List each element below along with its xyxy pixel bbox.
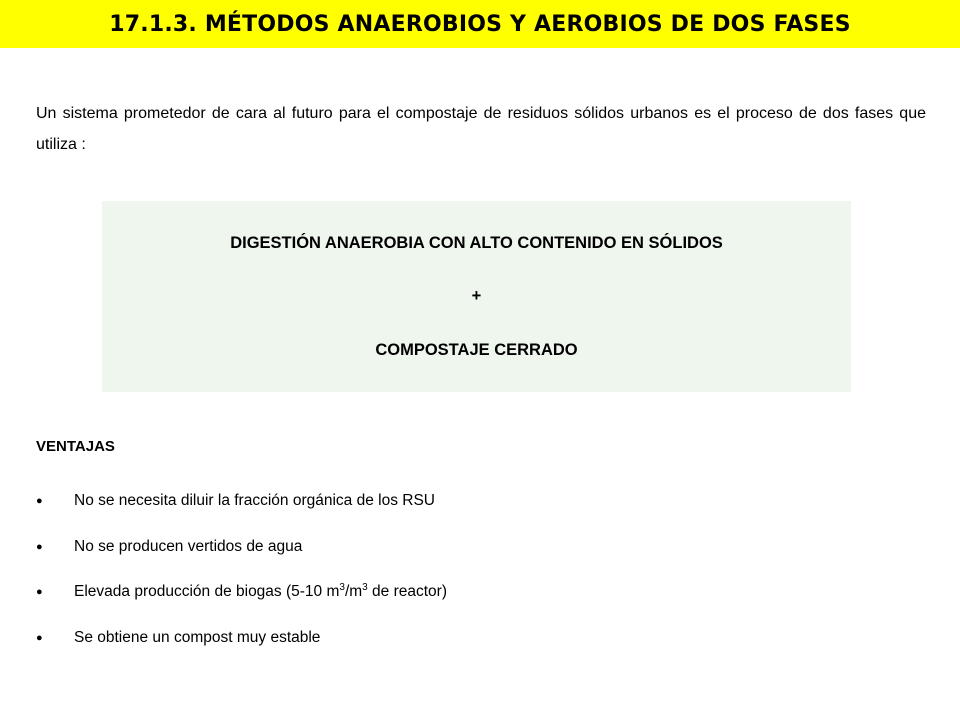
superscript-exponent: 3: [362, 581, 368, 593]
advantage-text: [74, 583, 447, 601]
bullet-icon: ●: [36, 495, 43, 507]
process-step-closed-composting: COMPOSTAJE CERRADO: [375, 341, 578, 359]
list-item: [36, 538, 447, 584]
advantage-text-middle: /m: [344, 583, 363, 600]
bullet-icon: ●: [36, 631, 43, 644]
advantages-list: [36, 492, 447, 674]
bullet-icon: ●: [36, 540, 43, 553]
title-bar: [0, 0, 960, 48]
list-item: [36, 492, 447, 538]
slide-title: 17.1.3. MÉTODOS ANAEROBIOS Y AEROBIOS DE DOS FASES: [109, 11, 851, 37]
intro-paragraph: Un sistema prometedor de cara al futuro para el compostaje de residuos sólidos urbanos es el proceso de dos fases que utiliza :: [36, 105, 926, 153]
process-box: [102, 201, 851, 392]
process-plus-sign: +: [471, 287, 482, 305]
advantage-text-before: Elevada producción de biogas (5-10 m: [74, 583, 340, 600]
advantage-text: No se producen vertidos de agua: [74, 537, 303, 555]
superscript-exponent: 3: [339, 581, 345, 593]
advantages-heading: VENTAJAS: [36, 438, 115, 455]
list-item: [36, 629, 447, 675]
advantage-text-after: de reactor): [367, 583, 447, 600]
list-item: [36, 583, 447, 629]
bullet-icon: ●: [36, 586, 43, 598]
advantage-text: Se obtiene un compost muy estable: [74, 628, 321, 646]
process-step-anaerobic-digestion: DIGESTIÓN ANAEROBIA CON ALTO CONTENIDO EN SÓLIDOS: [230, 234, 723, 252]
advantage-text: No se necesita diluir la fracción orgánica de los RSU: [74, 492, 435, 509]
